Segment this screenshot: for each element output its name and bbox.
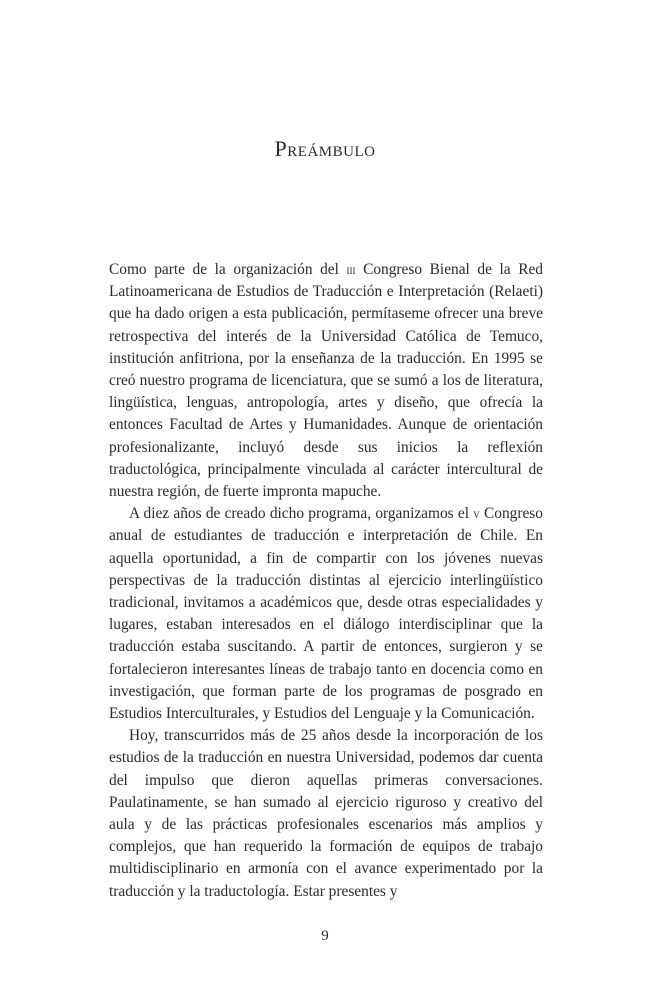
- page-number: 9: [321, 928, 329, 944]
- paragraph-2-text-a: A diez años de creado dicho programa, organizamos el: [129, 505, 474, 523]
- body-text: [109, 259, 543, 903]
- paragraph-3-text: Hoy, transcurridos más de 25 años desde la incorporación de los estudios de la traducción en nuestra Universidad, podemos dar cuenta del impulso que dieron aquellas primeras conversaciones. Paulatinamente, se han sumado al ejercicio riguroso y creativo del aula y de las prácticas profesionales escenarios más amplios y complejos, que han requerido la formación de equipos de trabajo multidisciplinario en armonía con el avance experimentado por la traducción y la traductología. Estar presentes y: [109, 727, 543, 900]
- roman-numeral-congress: iii: [346, 262, 356, 277]
- paragraph-1-text-a: Como parte de la organización del: [109, 261, 347, 278]
- roman-numeral-congress: v: [473, 506, 480, 522]
- chapter-title: Preámbulo: [274, 136, 376, 161]
- paragraph-2-text-b: Congreso anual de estudiantes de traducción e interpretación de Chile. En aquella oportunidad, a fin de compartir con los jóvenes nuevas perspectivas de la traducción distintas al ejercicio interlingüístico tradicional, invitamos a académicos que, desde otras especialidades y lugares, estaban interesados en el diálogo interdisciplinar que la traducción estaba suscitando. A partir de entonces, surgieron y se fortalecieron interesantes líneas de trabajo tanto en docencia como en investigación, que forman parte de los programas de posgrado en Estudios Interculturales, y Estudios del Lenguaje y la Comunicación.: [109, 505, 543, 723]
- paragraph-1-text-b: Congreso Bienal de la Red Latinoamericana de Estudios de Traducción e Interpretación (Relaeti) que ha dado origen a esta publicación, permítaseme ofrecer una breve retrospectiva del interés de la Universidad Católica de Temuco, institución anfitriona, por la enseñanza de la traducción. En 1995 se creó nuestro programa de licenciatura, que se sumó a los de literatura, lingüística, lenguas, antropología, artes y diseño, que ofrecía la entonces Facultad de Artes y Humanidades. Aunque de orientación profesionalizante, incluyó desde sus inicios la reflexión traductológica, principalmente vinculada al carácter intercultural de nuestra región, de fuerte impronta mapuche.: [109, 261, 543, 501]
- paragraph-3: [109, 725, 543, 903]
- paragraph-2: [109, 503, 543, 725]
- paragraph-1: [109, 259, 543, 503]
